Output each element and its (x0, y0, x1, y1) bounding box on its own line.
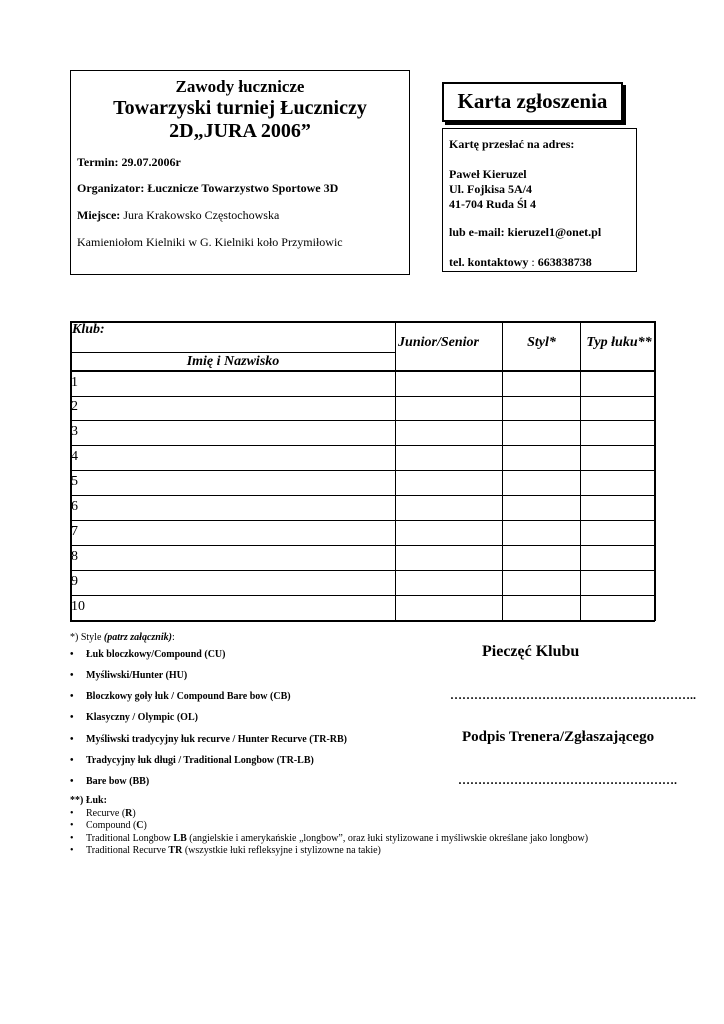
style-list-item: • Bare bow (BB) (70, 776, 150, 787)
bow-list-item: • Traditional Recurve TR (wszystkie łuki refleksyjne i stylizowne na takie) (70, 845, 381, 856)
event-title: 2D„JURA 2006” (169, 120, 311, 142)
bow-code: TR (168, 845, 183, 856)
row-number: 8 (71, 549, 78, 564)
styles-heading-text: *) Style (70, 632, 104, 643)
style-list-item: • Myśliwski tradycyjny łuk recurve / Hunter Recurve (TR-RB) (70, 734, 347, 745)
address-box (442, 128, 637, 272)
styles-heading-ref: (patrz załącznik) (103, 632, 172, 643)
event-place (77, 208, 279, 223)
row-number: 2 (71, 399, 78, 414)
style-label: Myśliwski tradycyjny łuk recurve / Hunter Recurve (TR-RB) (86, 734, 347, 745)
style-label: Klasyczny / Olympic (OL) (86, 712, 198, 723)
bow-code: LB (173, 833, 187, 844)
bow-list-item: • Traditional Longbow LB (angielskie i amerykańskie „longbow”, oraz łuki stylizowane i myśliwskie określane jako longbow) (70, 833, 589, 844)
style-list-item: • Myśliwski/Hunter (HU) (70, 670, 188, 681)
bow-text: Compound ( (86, 820, 137, 831)
style-list-item: • Bloczkowy goły łuk / Compound Bare bow (CB) (70, 691, 291, 702)
row-number: 4 (71, 449, 78, 464)
bow-text: ) (132, 808, 136, 819)
address-city: 41-704 Ruda Śl 4 (449, 197, 537, 211)
address-heading: Kartę przesłać na adres: (449, 137, 575, 151)
row-number: 10 (71, 599, 85, 614)
form-title-box (442, 82, 623, 122)
club-stamp-line: …………………………………………………….. (450, 688, 696, 702)
form-title: Karta zgłoszenia (457, 89, 608, 113)
address-phone (449, 255, 592, 270)
style-list-item: • Klasyczny / Olympic (OL) (70, 712, 198, 723)
event-place-value: Jura Krakowsko Częstochowska (120, 208, 280, 222)
name-header: Imię i Nazwisko (186, 354, 280, 369)
row-number: 3 (71, 424, 78, 439)
style-list-item: • Tradycyjny łuk długi / Traditional Longbow (TR-LB) (70, 755, 314, 766)
event-info-box (70, 70, 410, 275)
row-number: 5 (71, 474, 78, 489)
col-junior-senior: Junior/Senior (398, 335, 479, 350)
row-number: 6 (71, 499, 78, 514)
bow-text: Recurve ( (86, 808, 126, 819)
address-name: Paweł Kieruzel (449, 167, 527, 181)
phone-separator: : (528, 255, 538, 269)
bow-code: C (136, 820, 144, 831)
bow-list-item: • Compound (C) (70, 820, 147, 831)
col-style: Styl* (527, 335, 556, 350)
event-type: Zawody łucznicze (175, 77, 305, 96)
phone-label: tel. kontaktowy (449, 255, 529, 269)
style-list-item: • Łuk bloczkowy/Compound (CU) (70, 649, 226, 660)
address-street: Ul. Fojkisa 5A/4 (449, 182, 533, 196)
event-date: Termin: 29.07.2006r (77, 155, 181, 169)
signature-label: Podpis Trenera/Zgłaszającego (462, 729, 655, 745)
bow-text: (angielskie i amerykańskie „longbow”, oraz łuki stylizowane i myśliwskie określane jako longbow) (186, 833, 589, 844)
bow-text: (wszystkie łuki refleksyjne i stylizowne na takie) (182, 845, 381, 856)
bow-text: ) (143, 820, 147, 831)
event-place-label: Miejsce: (77, 208, 121, 222)
bow-text: Traditional Longbow (86, 833, 174, 844)
club-stamp-label: Pieczęć Klubu (482, 643, 580, 660)
row-number: 7 (71, 524, 78, 539)
styles-heading-colon: : (171, 632, 175, 643)
event-name: Towarzyski turniej Łuczniczy (113, 97, 367, 119)
col-bow-type: Typ łuku** (586, 335, 652, 350)
bow-list-item: • Recurve (R) (70, 808, 136, 819)
style-label: Tradycyjny łuk długi / Traditional Longbow (TR-LB) (86, 755, 314, 766)
style-label: Bare bow (BB) (86, 776, 150, 787)
style-label: Łuk bloczkowy/Compound (CU) (86, 649, 226, 660)
row-number: 9 (71, 574, 78, 589)
row-number: 1 (71, 375, 78, 390)
bow-text: Traditional Recurve (86, 845, 169, 856)
event-organizer: Organizator: Łucznicze Towarzystwo Sportowe 3D (77, 181, 339, 195)
bows-heading: **) Łuk: (70, 795, 107, 806)
address-email: lub e-mail: kieruzel1@onet.pl (449, 225, 602, 239)
signature-line: ………………………………………………. (458, 773, 677, 787)
event-location: Kamieniołom Kielniki w G. Kielniki koło Przymiłowic (77, 235, 343, 249)
style-label: Myśliwski/Hunter (HU) (86, 670, 188, 681)
styles-heading (70, 632, 175, 643)
bow-code: R (125, 808, 133, 819)
phone-number: 663838738 (537, 255, 592, 269)
style-label: Bloczkowy goły łuk / Compound Bare bow (CB) (86, 691, 291, 702)
club-label: Klub: (72, 322, 105, 337)
